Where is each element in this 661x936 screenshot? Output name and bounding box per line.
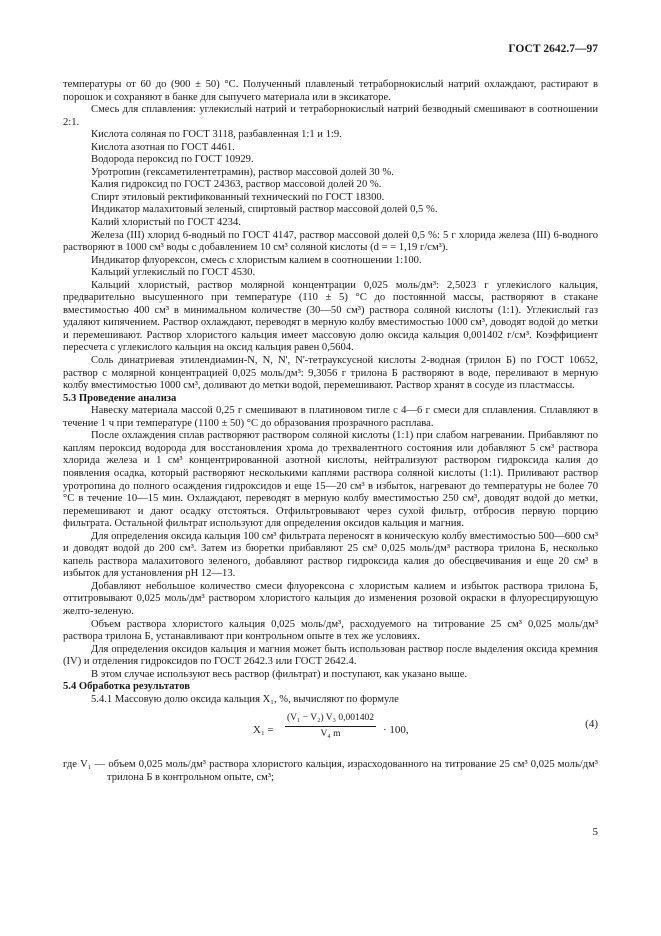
reagent-item: Индикатор флуорексон, смесь с хлористым калием в соотношении 1:100. [91,254,422,266]
page-body [63,79,598,784]
formula-tail: · 100, [383,724,409,737]
paragraph: После охлаждения сплав растворяют раствором соляной кислоты (1:1) при слабом нагревании. Прибавляют по каплям пероксид водорода для восстановления хрома до трехвалентного состояния или добавляют 5 см³ раствора хлорида железа и 1 см³ концентрированной азотной кислоты, нейтрализуют раствором гидроксида калия до появления осадка, который растворяют несколькими каплями раствора соляной кислоты (1:1). Приливают раствор уротропина до полного осаждения гидроксидов и еще 15—20 см³ в избыток, нагревают до температуры не более 70 °С в течение 10—15 мин. Охлаждают, переводят в мерную колбу вместимостью 250 см³, доводят водой до метки, перемешивают и дают осадку отстояться. Отфильтровывают через сухой фильтр, отбросив первую порцию фильтрата. Остальной фильтрат используют для определения оксидов кальция и магния. [63,430,598,530]
reagent-item: Калий хлористый по ГОСТ 4234. [91,217,241,229]
formula-4 [63,710,598,756]
reagent-item: Спирт этиловый ректификованный технический по ГОСТ 18300. [91,191,385,203]
formula-fraction [285,712,376,740]
paragraph: Объем раствора хлористого кальция 0,025 моль/дм³, расходуемого на титрование 25 см³ 0,025 моль/дм³ раствора трилона Б, устанавливают при контрольном опыте в тех же условиях. [63,618,598,643]
paragraph: Смесь для сплавления: углекислый натрий и тетраборнокислый натрий безводный смешивают в соотношении 2:1. [63,104,598,128]
reagent-item: Железа (III) хлорид 6-водный по ГОСТ 4147, раствор массовой долей 0,5 %: 5 г хлорида железа (III) 6-водного растворяют в 1000 см³ воды с добавлением 10 см³ соляной кислоты (d = = 1,19 г/см³). [63,229,598,254]
reagent-item: Уротропин (гексаметилентетрамин), раствор массовой долей 30 %. [91,166,394,178]
formula-numerator: (V₁ − V₂) V₃ 0,001402 [285,712,376,727]
paragraph: Для определения оксида кальция 100 см³ фильтрата переносят в коническую колбу вместимостью 500—600 см³ и доводят водой до 200 см³. Затем из бюретки прибавляют 25 см³ 0,025 моль/дм³ раствора трилона Б, несколько капель раствора малахитового зеленого, добавляют раствор гидроксида калия до обесцвечивания и еще 20 см³ в избыток для установления pH 12—13. [63,530,598,580]
reagent-item: Соль динатриевая этилендиамин-N, N, N', N'-тетрауксусной кислоты 2-водная (трилон Б) по ГОСТ 10652, раствор с молярной концентрацией 0,025 моль/дм³: 9,3056 г трилона Б растворяют в воде, переливают в мерную колбу вместимостью 1000 см³, доливают до метки водой, перемешивают. Раствор хранят в сосуде из пластмассы. [63,355,598,392]
paragraph: температуры от 60 до (900 ± 50) °С. Полученный плавленый тетраборнокислый натрий охлаждают, растирают в порошок и сохраняют в банке для сыпучего материала или в эксикаторе. [63,79,598,103]
reagent-item: Индикатор малахитовый зеленый, спиртовый раствор массовой долей 0,5 %. [91,204,438,216]
paragraph: В этом случае используют весь раствор (фильтрат) и поступают, как указано выше. [91,668,468,680]
section-heading-5-4: 5.4 Обработка результатов [63,681,190,693]
paragraph: Добавляют небольшое количество смеси флуорексона с хлористым калием и избыток раствора трилона Б, оттитровывают 0,025 моль/дм³ раствором хлористого кальция до изменения розовой окраски в флуоресцирующую желто-зеленую. [63,580,598,617]
reagent-item: Кальций хлористый, раствор молярной концентрации 0,025 моль/дм³: 2,5023 г углекислого кальция, предварительно высушенного при температуре (110 ± 5) °С до постоянной массы, растворяют в стакане вместимостью 400 см³ в минимальном количестве (30—50 см³) раствора соляной кислоты (1:1). Углекислый газ удаляют кипячением. Раствор охлаждают, переводят в мерную колбу вместимостью 1000 см³, доводят водой до метки и перемешивают. Раствор хлористого кальция имеет массовую долю оксида кальция 0,001402 г/см³. Коэффициент пересчета с углекислого кальция на оксид кальция равен 0,5604. [63,279,598,354]
variable-definition: где V₁ — объем 0,025 моль/дм³ раствора хлористого кальция, израсходованного на титрование 25 см³ 0,025 моль/дм³ трилона Б в контрольном опыте, см³; [63,759,598,783]
formula-lhs: X₁ = [253,724,274,737]
section-heading-5-3: 5.3 Проведение анализа [63,392,177,404]
reagent-item: Кислота соляная по ГОСТ 3118, разбавленная 1:1 и 1:9. [91,129,342,141]
reagent-item: Водорода пероксид по ГОСТ 10929. [91,154,254,166]
paragraph: Для определения оксидов кальция и магния может быть использован раствор после выделения оксида кремния (IV) и отделения гидроксидов по ГОСТ 2642.3 или ГОСТ 2642.4. [63,643,598,668]
formula-number: (4) [585,718,598,731]
document-id: ГОСТ 2642.7—97 [508,43,598,55]
paragraph: Навеску материала массой 0,25 г смешивают в платиновом тигле с 4—6 г смеси для сплавления. Сплавляют в течение 1 ч при температуре (1100 ± 50) °С до образования прозрачного расплава. [63,405,598,429]
formula-denominator: V₄ m [320,728,341,739]
reagent-item: Кислота азотная по ГОСТ 4461. [91,141,235,153]
page-number: 5 [592,826,598,838]
reagent-item: Кальций углекислый по ГОСТ 4530. [91,267,256,279]
reagent-item: Калия гидроксид по ГОСТ 24363, раствор массовой долей 20 %. [91,179,382,191]
paragraph: 5.4.1 Массовую долю оксида кальция X₁, %, вычисляют по формуле [91,693,399,705]
